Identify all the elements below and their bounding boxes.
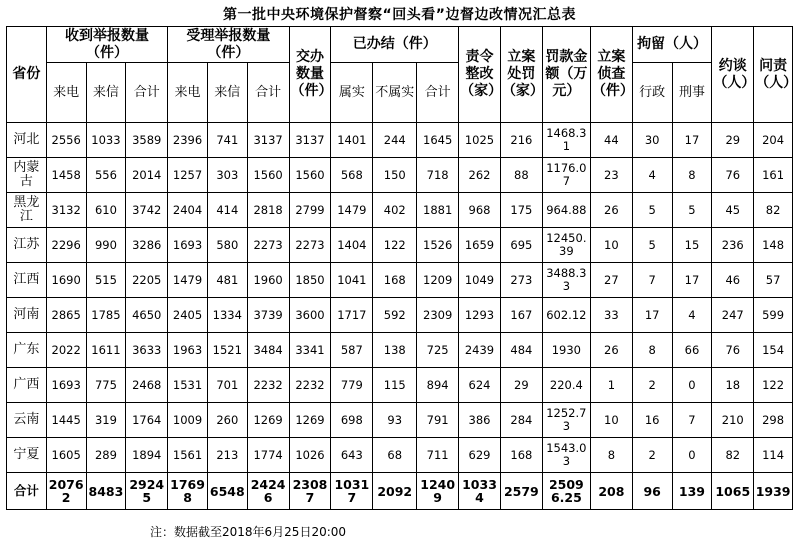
total-row (7, 473, 793, 510)
cell-ac-letter: 260 (207, 403, 247, 438)
cell-rc-total: 2205 (126, 263, 168, 298)
cell-punish: 2579 (500, 473, 542, 510)
cell-ac-total: 2818 (247, 193, 289, 228)
sub-header-received-call: 来电 (46, 63, 86, 123)
cell-rc-call: 2022 (46, 333, 86, 368)
sub-header-completed-true: 属实 (331, 63, 373, 123)
cell-done-true: 1479 (331, 193, 373, 228)
cell-rc-total: 29245 (126, 473, 168, 510)
cell-rc-total: 4650 (126, 298, 168, 333)
cell-done-total: 791 (417, 403, 459, 438)
cell-ac-letter: 1521 (207, 333, 247, 368)
cell-interview: 45 (712, 193, 754, 228)
cell-account: 154 (754, 333, 793, 368)
cell-account: 57 (754, 263, 793, 298)
table-row (7, 298, 793, 333)
cell-investigate: 10 (590, 228, 632, 263)
header-punish: 立案处罚（家） (500, 27, 542, 123)
cell-transfer: 1560 (289, 158, 331, 193)
province-cell: 黑龙江 (7, 193, 47, 228)
sub-header-received-total: 合计 (126, 63, 168, 123)
cell-ac-letter: 481 (207, 263, 247, 298)
cell-ac-call: 1531 (168, 368, 208, 403)
cell-rectify: 10334 (459, 473, 501, 510)
cell-done-true: 643 (331, 438, 373, 473)
cell-ac-total: 3739 (247, 298, 289, 333)
cell-rectify: 1049 (459, 263, 501, 298)
cell-account: 161 (754, 158, 793, 193)
cell-ac-call: 1561 (168, 438, 208, 473)
cell-done-false: 592 (373, 298, 417, 333)
cell-account: 122 (754, 368, 793, 403)
cell-rectify: 1025 (459, 123, 501, 158)
header-accountability: 问责（人） (754, 27, 793, 123)
header-detain: 拘留（人） (632, 27, 712, 63)
cell-ac-call: 2396 (168, 123, 208, 158)
cell-interview: 46 (712, 263, 754, 298)
sub-header-accepted-total: 合计 (247, 63, 289, 123)
cell-ac-call: 1009 (168, 403, 208, 438)
table-row (7, 193, 793, 228)
cell-transfer: 1026 (289, 438, 331, 473)
cell-det-crim: 17 (672, 263, 712, 298)
cell-punish: 167 (500, 298, 542, 333)
cell-ac-letter: 741 (207, 123, 247, 158)
cell-investigate: 27 (590, 263, 632, 298)
cell-interview: 1065 (712, 473, 754, 510)
cell-ac-call: 1257 (168, 158, 208, 193)
cell-rc-letter: 289 (86, 438, 126, 473)
cell-done-total: 718 (417, 158, 459, 193)
cell-account: 114 (754, 438, 793, 473)
summary-table (6, 26, 798, 510)
cell-rectify: 386 (459, 403, 501, 438)
cell-rc-letter: 8483 (86, 473, 126, 510)
cell-fine: 964.88 (542, 193, 590, 228)
cell-done-true: 698 (331, 403, 373, 438)
header-rectify: 责令整改（家） (459, 27, 501, 123)
cell-det-crim: 0 (672, 368, 712, 403)
cell-interview: 29 (712, 123, 754, 158)
cell-rc-total: 1894 (126, 438, 168, 473)
header-received: 收到举报数量（件） (46, 27, 167, 63)
cell-fine: 1543.03 (542, 438, 590, 473)
cell-done-true: 1041 (331, 263, 373, 298)
cell-investigate: 33 (590, 298, 632, 333)
footnote: 注：数据截至2018年6月25日20:00 (150, 525, 347, 539)
cell-investigate: 208 (590, 473, 632, 510)
province-cell: 广西 (7, 368, 47, 403)
cell-ac-letter: 6548 (207, 473, 247, 510)
cell-det-admin: 17 (632, 298, 672, 333)
cell-done-false: 115 (373, 368, 417, 403)
sub-header-received-letter: 来信 (86, 63, 126, 123)
cell-rc-total: 2014 (126, 158, 168, 193)
table-title: 第一批中央环境保护督察“回头看”边督边改情况汇总表 (223, 7, 576, 23)
sub-header-completed-false: 不属实 (373, 63, 417, 123)
province-cell: 合计 (7, 473, 47, 510)
cell-rc-call: 1605 (46, 438, 86, 473)
cell-ac-total: 1269 (247, 403, 289, 438)
province-cell: 江苏 (7, 228, 47, 263)
province-cell: 河南 (7, 298, 47, 333)
cell-det-admin: 5 (632, 193, 672, 228)
cell-ac-total: 3137 (247, 123, 289, 158)
cell-investigate: 26 (590, 193, 632, 228)
cell-transfer: 2273 (289, 228, 331, 263)
cell-det-admin: 96 (632, 473, 672, 510)
cell-punish: 695 (500, 228, 542, 263)
cell-rc-total: 1764 (126, 403, 168, 438)
cell-investigate: 44 (590, 123, 632, 158)
cell-interview: 210 (712, 403, 754, 438)
cell-done-true: 1401 (331, 123, 373, 158)
cell-done-total: 2309 (417, 298, 459, 333)
cell-ac-call: 1479 (168, 263, 208, 298)
cell-rc-letter: 319 (86, 403, 126, 438)
cell-done-false: 2092 (373, 473, 417, 510)
cell-rc-total: 2468 (126, 368, 168, 403)
table-row (7, 123, 793, 158)
cell-punish: 216 (500, 123, 542, 158)
cell-rectify: 1659 (459, 228, 501, 263)
cell-done-total: 1209 (417, 263, 459, 298)
province-cell: 广东 (7, 333, 47, 368)
cell-transfer: 2799 (289, 193, 331, 228)
cell-done-false: 122 (373, 228, 417, 263)
cell-fine: 25096.25 (542, 473, 590, 510)
cell-ac-call: 1693 (168, 228, 208, 263)
cell-ac-call: 17698 (168, 473, 208, 510)
sub-header-accepted-call: 来电 (168, 63, 208, 123)
cell-det-admin: 5 (632, 228, 672, 263)
cell-fine: 1252.73 (542, 403, 590, 438)
cell-rectify: 629 (459, 438, 501, 473)
cell-ac-letter: 580 (207, 228, 247, 263)
cell-interview: 82 (712, 438, 754, 473)
cell-det-crim: 4 (672, 298, 712, 333)
cell-done-total: 1645 (417, 123, 459, 158)
cell-rc-call: 1690 (46, 263, 86, 298)
cell-done-total: 1526 (417, 228, 459, 263)
cell-ac-total: 1960 (247, 263, 289, 298)
cell-ac-call: 2405 (168, 298, 208, 333)
cell-ac-letter: 701 (207, 368, 247, 403)
cell-done-true: 568 (331, 158, 373, 193)
cell-done-true: 10317 (331, 473, 373, 510)
cell-done-total: 894 (417, 368, 459, 403)
cell-ac-total: 1560 (247, 158, 289, 193)
cell-account: 148 (754, 228, 793, 263)
cell-punish: 284 (500, 403, 542, 438)
cell-rc-call: 20762 (46, 473, 86, 510)
header-interview: 约谈（人） (712, 27, 754, 123)
cell-det-admin: 8 (632, 333, 672, 368)
cell-transfer: 23087 (289, 473, 331, 510)
cell-rc-call: 2865 (46, 298, 86, 333)
cell-fine: 1930 (542, 333, 590, 368)
cell-det-admin: 7 (632, 263, 672, 298)
cell-fine: 220.4 (542, 368, 590, 403)
cell-done-total: 1881 (417, 193, 459, 228)
cell-done-true: 1717 (331, 298, 373, 333)
cell-rc-letter: 1785 (86, 298, 126, 333)
cell-det-admin: 30 (632, 123, 672, 158)
header-transferred: 交办数量（件） (289, 27, 331, 123)
cell-investigate: 23 (590, 158, 632, 193)
cell-rectify: 1293 (459, 298, 501, 333)
cell-det-crim: 0 (672, 438, 712, 473)
table-row (7, 158, 793, 193)
cell-punish: 168 (500, 438, 542, 473)
province-cell: 河北 (7, 123, 47, 158)
cell-rc-letter: 1611 (86, 333, 126, 368)
cell-fine: 1468.31 (542, 123, 590, 158)
sub-header-detain-criminal: 刑事 (672, 63, 712, 123)
cell-done-total: 12409 (417, 473, 459, 510)
cell-rc-call: 2296 (46, 228, 86, 263)
table-row (7, 403, 793, 438)
cell-det-admin: 16 (632, 403, 672, 438)
cell-fine: 3488.33 (542, 263, 590, 298)
cell-interview: 76 (712, 158, 754, 193)
cell-ac-total: 2232 (247, 368, 289, 403)
sub-header-completed-total: 合计 (417, 63, 459, 123)
cell-rectify: 2439 (459, 333, 501, 368)
province-cell: 内蒙古 (7, 158, 47, 193)
cell-punish: 29 (500, 368, 542, 403)
cell-rc-letter: 775 (86, 368, 126, 403)
cell-det-crim: 17 (672, 123, 712, 158)
cell-rc-total: 3633 (126, 333, 168, 368)
cell-investigate: 1 (590, 368, 632, 403)
cell-transfer: 3137 (289, 123, 331, 158)
cell-rc-letter: 515 (86, 263, 126, 298)
header-fine: 罚款金额（万元） (542, 27, 590, 123)
cell-done-false: 68 (373, 438, 417, 473)
cell-ac-call: 1963 (168, 333, 208, 368)
cell-det-crim: 139 (672, 473, 712, 510)
cell-fine: 602.12 (542, 298, 590, 333)
cell-rectify: 262 (459, 158, 501, 193)
cell-transfer: 3600 (289, 298, 331, 333)
cell-fine: 1176.07 (542, 158, 590, 193)
table-row (7, 263, 793, 298)
cell-rectify: 968 (459, 193, 501, 228)
cell-ac-letter: 414 (207, 193, 247, 228)
cell-rc-letter: 556 (86, 158, 126, 193)
cell-rc-call: 1693 (46, 368, 86, 403)
cell-rectify: 624 (459, 368, 501, 403)
cell-det-crim: 7 (672, 403, 712, 438)
header-investigate: 立案侦查（件） (590, 27, 632, 123)
header-accepted: 受理举报数量（件） (168, 27, 289, 63)
cell-rc-call: 2556 (46, 123, 86, 158)
table-row (7, 438, 793, 473)
cell-rc-call: 1445 (46, 403, 86, 438)
cell-det-crim: 66 (672, 333, 712, 368)
cell-ac-letter: 213 (207, 438, 247, 473)
cell-rc-letter: 610 (86, 193, 126, 228)
cell-rc-call: 3132 (46, 193, 86, 228)
cell-investigate: 26 (590, 333, 632, 368)
cell-transfer: 1850 (289, 263, 331, 298)
cell-det-admin: 2 (632, 438, 672, 473)
cell-done-total: 725 (417, 333, 459, 368)
cell-rc-total: 3742 (126, 193, 168, 228)
sub-header-detain-admin: 行政 (632, 63, 672, 123)
cell-ac-letter: 1334 (207, 298, 247, 333)
province-cell: 宁夏 (7, 438, 47, 473)
cell-ac-total: 2273 (247, 228, 289, 263)
cell-ac-call: 2404 (168, 193, 208, 228)
cell-det-crim: 8 (672, 158, 712, 193)
cell-investigate: 10 (590, 403, 632, 438)
cell-ac-total: 1774 (247, 438, 289, 473)
cell-ac-total: 24246 (247, 473, 289, 510)
cell-transfer: 1269 (289, 403, 331, 438)
cell-rc-total: 3589 (126, 123, 168, 158)
cell-account: 204 (754, 123, 793, 158)
cell-rc-letter: 1033 (86, 123, 126, 158)
table-row (7, 228, 793, 263)
cell-account: 298 (754, 403, 793, 438)
cell-done-false: 138 (373, 333, 417, 368)
cell-account: 599 (754, 298, 793, 333)
cell-transfer: 2232 (289, 368, 331, 403)
cell-done-true: 1404 (331, 228, 373, 263)
cell-punish: 484 (500, 333, 542, 368)
header-completed: 已办结（件） (331, 27, 459, 63)
cell-rc-letter: 990 (86, 228, 126, 263)
sub-header-accepted-letter: 来信 (207, 63, 247, 123)
cell-done-false: 93 (373, 403, 417, 438)
cell-account: 82 (754, 193, 793, 228)
cell-ac-letter: 303 (207, 158, 247, 193)
cell-det-admin: 2 (632, 368, 672, 403)
cell-ac-total: 3484 (247, 333, 289, 368)
header-province: 省份 (7, 27, 47, 123)
cell-rc-total: 3286 (126, 228, 168, 263)
cell-interview: 18 (712, 368, 754, 403)
cell-det-crim: 5 (672, 193, 712, 228)
cell-det-admin: 4 (632, 158, 672, 193)
cell-interview: 247 (712, 298, 754, 333)
province-cell: 江西 (7, 263, 47, 298)
cell-investigate: 8 (590, 438, 632, 473)
cell-rc-call: 1458 (46, 158, 86, 193)
cell-punish: 273 (500, 263, 542, 298)
cell-done-false: 168 (373, 263, 417, 298)
cell-det-crim: 15 (672, 228, 712, 263)
cell-done-false: 402 (373, 193, 417, 228)
cell-transfer: 3341 (289, 333, 331, 368)
table-body (7, 123, 793, 510)
cell-interview: 236 (712, 228, 754, 263)
cell-account: 1939 (754, 473, 793, 510)
cell-fine: 12450.39 (542, 228, 590, 263)
cell-done-false: 150 (373, 158, 417, 193)
table-row (7, 333, 793, 368)
table-row (7, 368, 793, 403)
cell-punish: 88 (500, 158, 542, 193)
cell-done-true: 587 (331, 333, 373, 368)
province-cell: 云南 (7, 403, 47, 438)
cell-done-false: 244 (373, 123, 417, 158)
cell-punish: 175 (500, 193, 542, 228)
cell-done-true: 779 (331, 368, 373, 403)
cell-done-total: 711 (417, 438, 459, 473)
cell-interview: 76 (712, 333, 754, 368)
